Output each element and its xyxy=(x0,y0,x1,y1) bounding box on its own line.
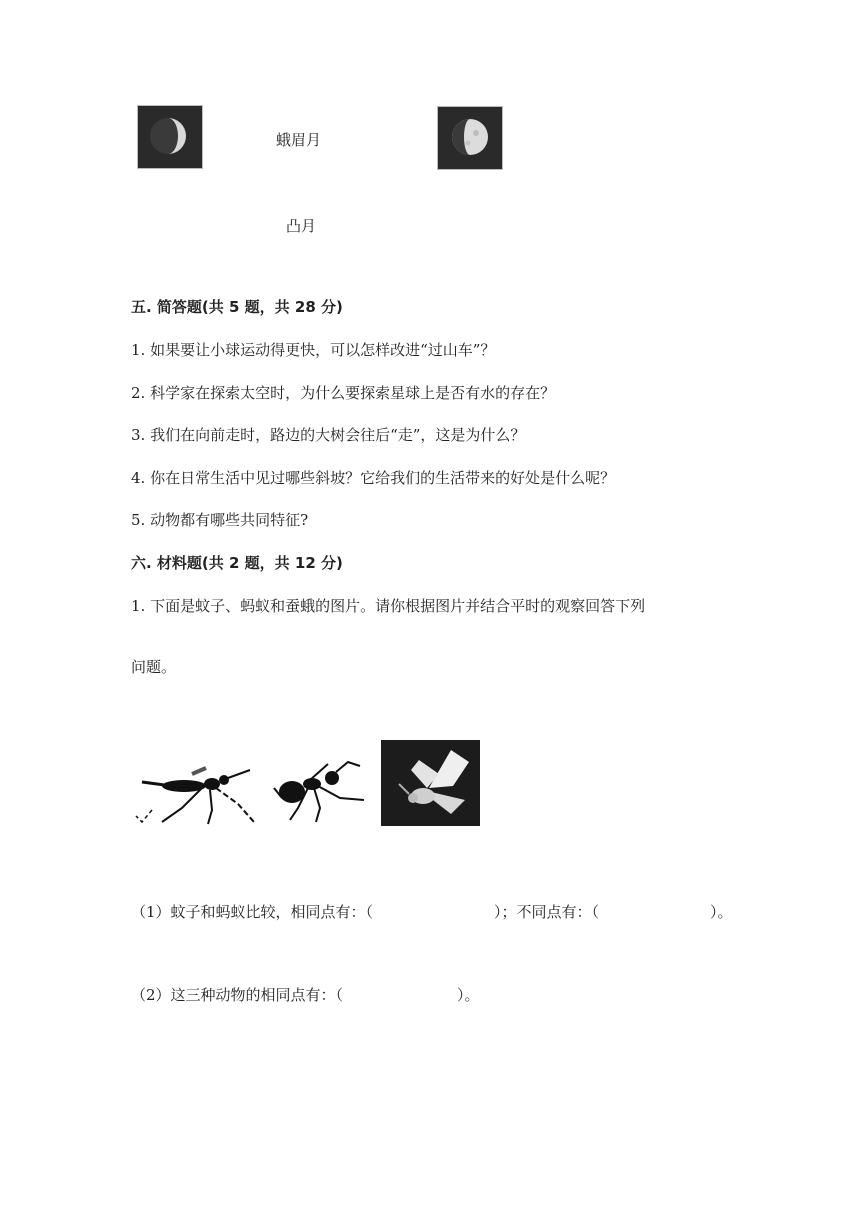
material-question-line2: 问题。 xyxy=(131,658,177,676)
subquestion-2-part-a: （2）这三种动物的相同点有：（ xyxy=(131,986,344,1004)
section5-heading: 五. 简答题(共 5 题，共 28 分) xyxy=(131,298,343,316)
question-item: 5. 动物都有哪些共同特征? xyxy=(131,511,309,529)
ant-image xyxy=(268,758,368,826)
material-question-line1: 1. 下面是蚊子、蚂蚁和蚕蛾的图片。请你根据图片并结合平时的观察回答下列 xyxy=(131,597,646,615)
crescent-moon-icon xyxy=(138,106,202,168)
subquestion-1-part-c: ）。 xyxy=(710,903,733,921)
question-item: 3. 我们在向前走时，路边的大树会往后“走”，这是为什么？ xyxy=(131,426,526,444)
silkmoth-image xyxy=(381,740,480,826)
mosquito-image xyxy=(132,764,256,826)
crescent-moon-image xyxy=(137,105,203,169)
subquestion-1-part-b: ）；不同点有：（ xyxy=(494,903,600,921)
ant-icon xyxy=(268,758,368,826)
moon-label-crescent: 蛾眉月 xyxy=(276,131,322,149)
subquestion-1-part-a: （1）蚊子和蚂蚁比较，相同点有：（ xyxy=(131,903,374,921)
question-item: 4. 你在日常生活中见过哪些斜坡？它给我们的生活带来的好处是什么呢？ xyxy=(131,469,616,487)
silkmoth-icon xyxy=(381,740,480,826)
subquestion-2-part-b: ）。 xyxy=(457,986,480,1004)
gibbous-moon-image xyxy=(437,106,503,170)
gibbous-moon-icon xyxy=(438,107,502,169)
moon-label-gibbous: 凸月 xyxy=(286,217,317,235)
mosquito-icon xyxy=(132,764,256,826)
question-item: 2. 科学家在探索太空时，为什么要探索星球上是否有水的存在？ xyxy=(131,384,556,402)
section6-heading: 六. 材料题(共 2 题，共 12 分) xyxy=(131,554,343,572)
question-item: 1. 如果要让小球运动得更快，可以怎样改进“过山车”？ xyxy=(131,341,496,359)
